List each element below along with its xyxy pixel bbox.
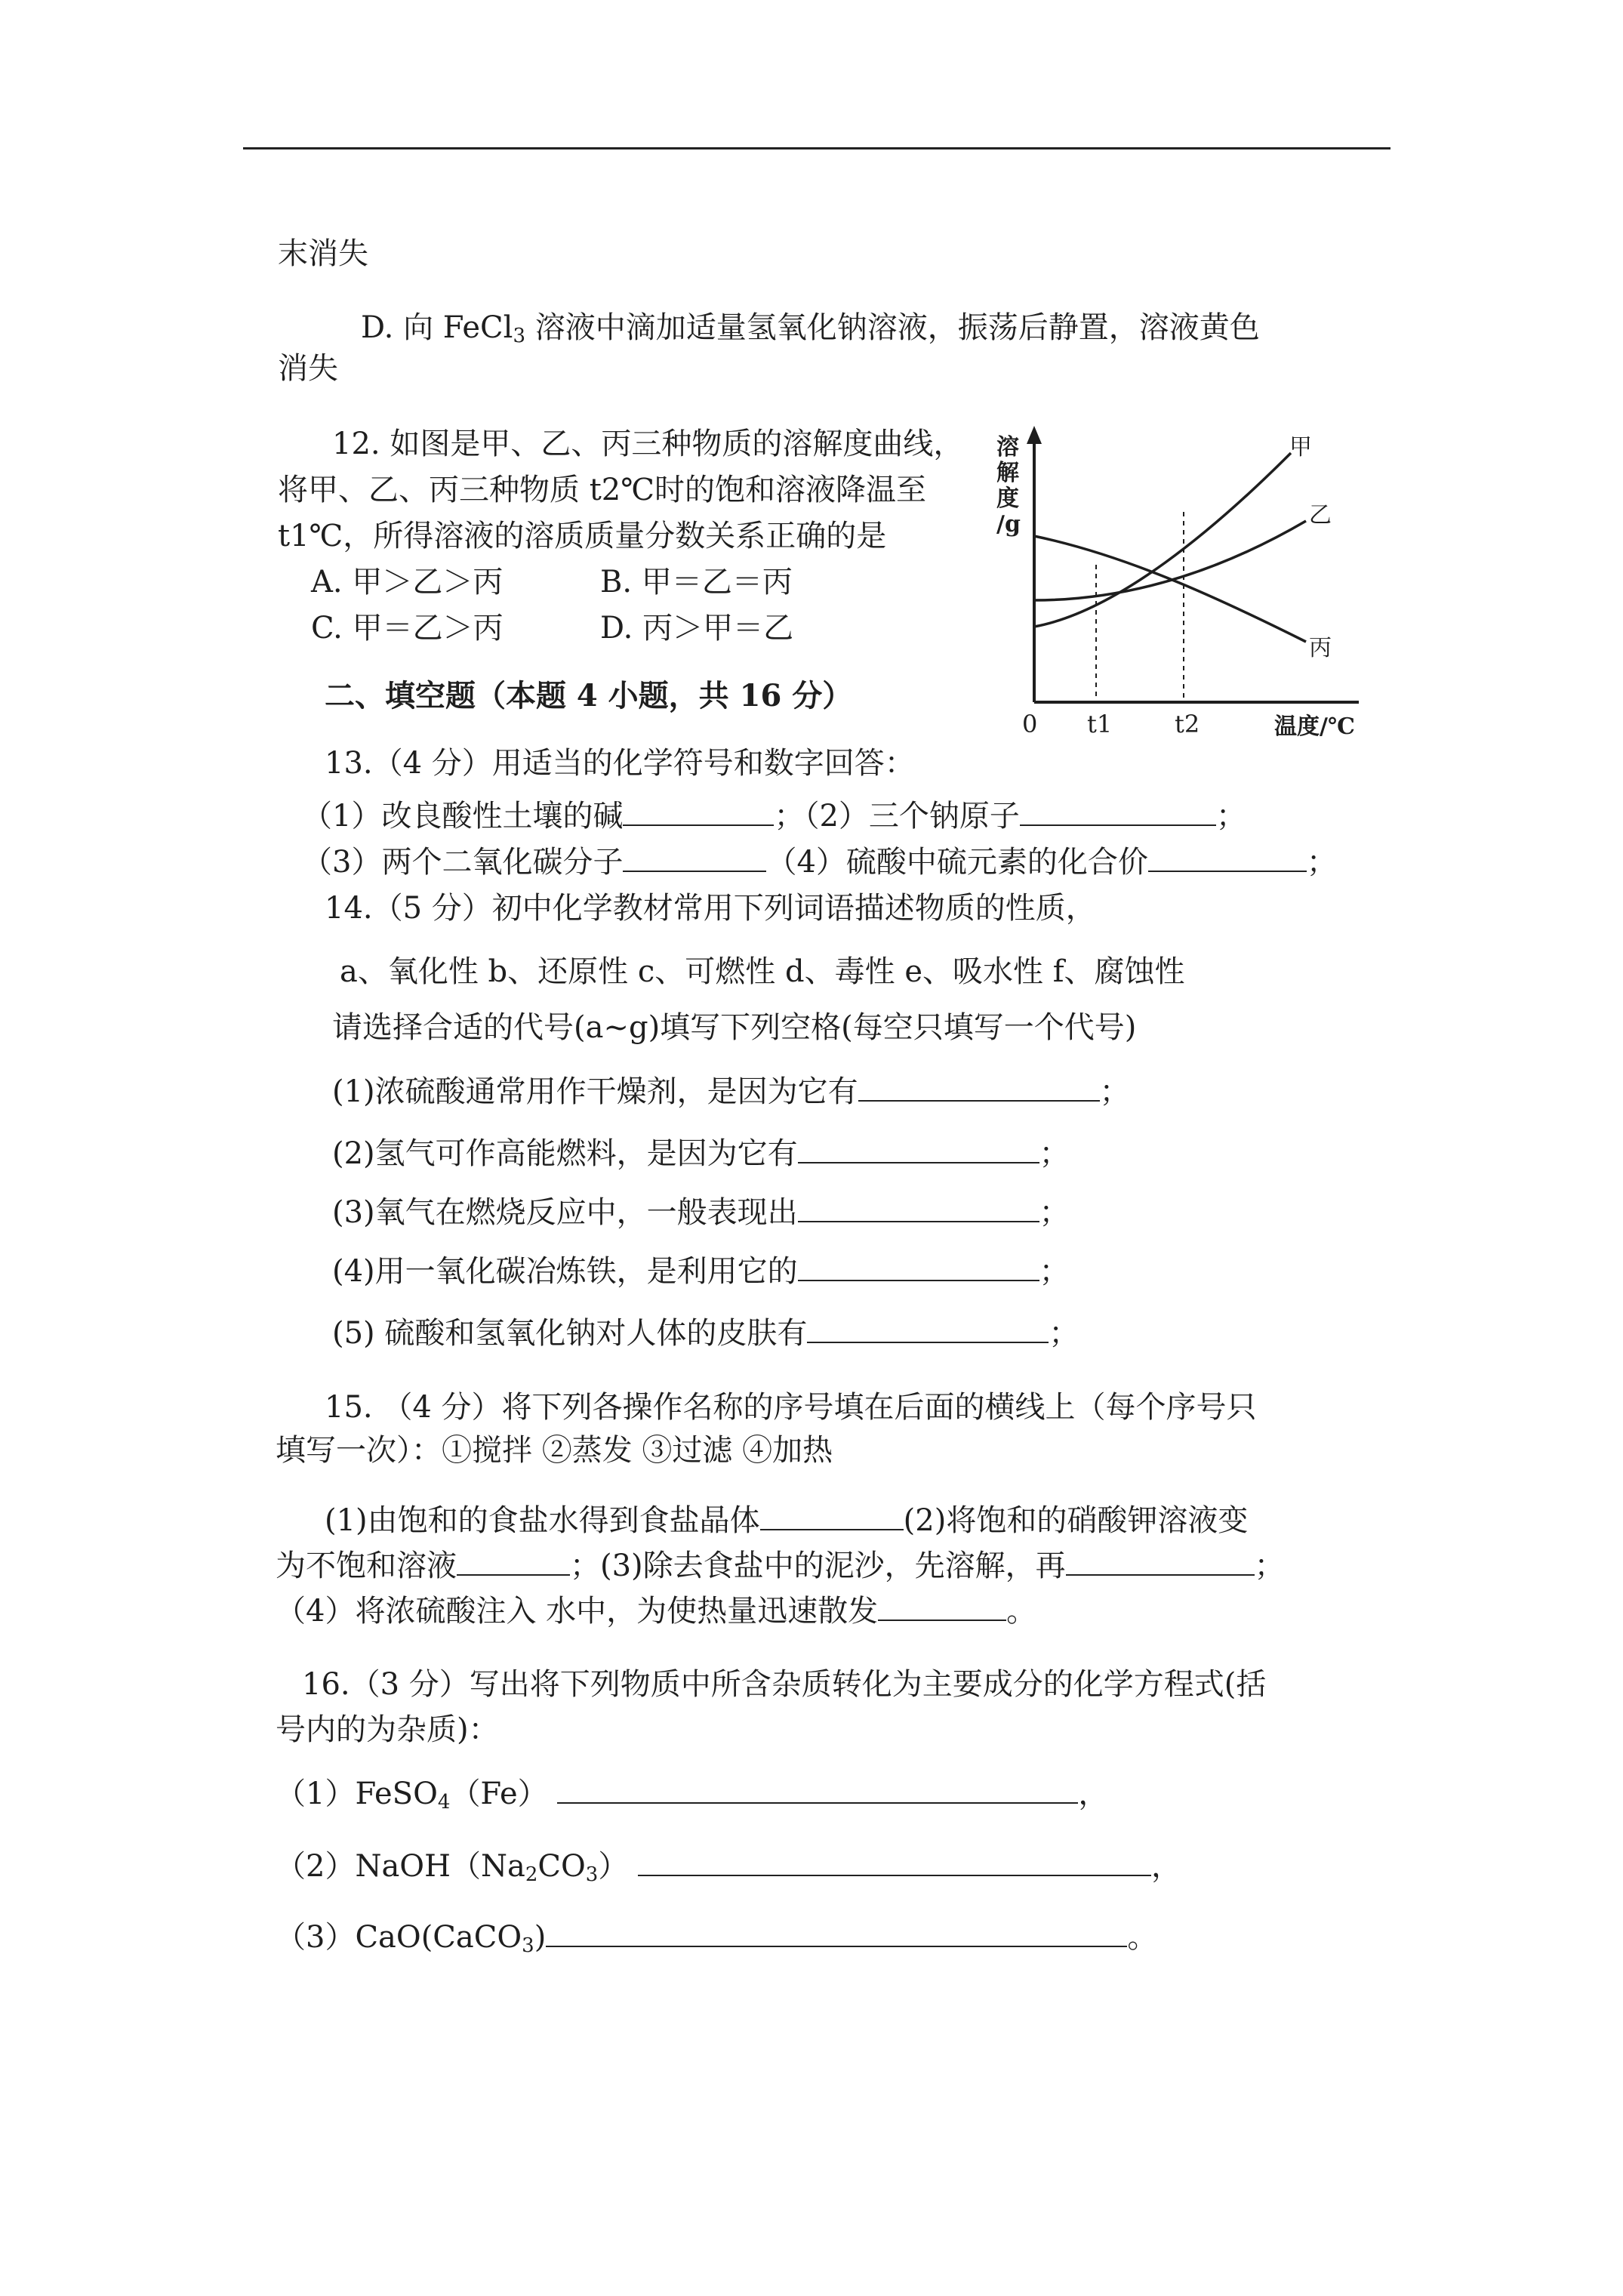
q16-stem-1: 16.（3 分）写出将下列物质中所含杂质转化为主要成分的化学方程式(括 [302,1667,1267,1702]
q12-option-d: D. 丙＞甲＝乙 [600,611,794,646]
curve-bing [1034,536,1306,642]
q16-item-1: （1）FeSO$_4$（Fe） ， [276,1777,1109,1814]
q12-option-a: A. 甲＞乙＞丙 [311,565,504,599]
x-tick-t2: t2 [1175,710,1200,738]
q11-option-d: D. 向 FeCl$_3$ 溶液中滴加适量氢氧化钠溶液，振荡后静置，溶液黄色 [361,310,1260,347]
answer-blank[interactable] [1148,845,1307,872]
answer-blank[interactable] [638,1849,1151,1876]
q12-option-b: B. 甲＝乙＝丙 [600,565,793,599]
answer-blank[interactable] [623,845,766,872]
answer-blank[interactable] [1020,799,1216,826]
svg-text:度: 度 [996,485,1019,512]
header-rule [243,147,1390,149]
q15-stem-2: 填写一次）：①搅拌 ②蒸发 ③过滤 ④加热 [276,1433,833,1468]
q14-instruction: 请选择合适的代号(a~g)填写下列空格(每空只填写一个代号) [332,1010,1137,1045]
answer-blank[interactable] [858,1074,1100,1102]
x-axis-label: 温度/℃ [1274,713,1355,740]
answer-blank[interactable] [878,1594,1006,1621]
q12-option-c: C. 甲＝乙＞丙 [311,611,504,646]
answer-blank[interactable] [623,799,774,826]
answer-blank[interactable] [798,1254,1039,1281]
q13-row-1: （1）改良酸性土壤的碱 ；（2）三个钠原子 ； [302,799,1246,834]
answer-blank[interactable] [798,1136,1039,1163]
answer-blank[interactable] [457,1549,570,1576]
svg-text:解: 解 [996,460,1019,486]
text-line: 消失 [278,351,338,386]
answer-blank[interactable] [557,1777,1078,1804]
q14-item-4: (4)用一氧化碳冶炼铁，是利用它的 ； [332,1254,1070,1289]
q16-item-2: $(2)NaOH(Na_2CO_3)$ ， [276,1849,1182,1886]
y-axis-arrow [1027,426,1042,444]
q12-stem-3: t1℃，所得溶液的溶质质量分数关系正确的是 [278,519,887,553]
q14-item-5: (5) 硫酸和氢氧化钠对人体的皮肤有 ； [332,1316,1079,1351]
curve-jia [1034,453,1291,627]
answer-blank[interactable] [807,1316,1049,1343]
x-tick-0: 0 [1022,710,1038,738]
q13-title: 13.（4 分）用适当的化学符号和数字回答： [325,746,915,781]
svg-text:/g: /g [996,511,1021,538]
q15-stem-1: 15. （4 分）将下列各操作名称的序号填在后面的横线上（每个序号只 [325,1390,1257,1425]
q14-options: a、氧化性 b、还原性 c、可燃性 d、毒性 e、吸水性 f、腐蚀性 [340,954,1185,989]
series-label-jia: 甲 [1289,434,1312,461]
section-2-heading: 二、填空题（本题 4 小题，共 16 分） [325,678,853,713]
q14-item-3: (3)氧气在燃烧反应中，一般表现出 ； [332,1195,1070,1230]
y-axis-label [996,434,1021,538]
q14-item-1: (1)浓硫酸通常用作干燥剂，是因为它有 ； [332,1074,1130,1109]
q14-item-2: (2)氢气可作高能燃料，是因为它有 ； [332,1136,1070,1171]
q13-row-2: （3）两个二氧化碳分子 （4）硫酸中硫元素的化合价 ； [302,845,1337,880]
svg-text:溶: 溶 [996,434,1019,461]
answer-blank[interactable] [798,1195,1039,1222]
text-line: 末消失 [278,236,368,271]
answer-blank[interactable] [546,1920,1127,1947]
q15-row-1: (1)由饱和的食盐水得到食盐晶体 (2)将饱和的硝酸钾溶液变 [325,1503,1249,1538]
q16-item-3: （3）CaO(CaCO$_3$) 。 [276,1920,1158,1957]
x-tick-t1: t1 [1087,710,1113,738]
answer-blank[interactable] [1066,1549,1255,1576]
q12-stem-1: 12. 如图是甲、乙、丙三种物质的溶解度曲线， [332,427,964,461]
series-label-yi: 乙 [1309,502,1332,529]
series-label-bing: 丙 [1309,635,1332,661]
q16-stem-2: 号内的为杂质)： [276,1712,499,1747]
q15-row-2: 为不饱和溶液 ；(3)除去食盐中的泥沙，先溶解，再 ； [276,1549,1285,1583]
q15-row-3: （4）将浓硫酸注入 水中，为使热量迅速散发 。 [276,1594,1037,1629]
solubility-chart [989,423,1381,740]
answer-blank[interactable] [760,1503,904,1530]
q12-stem-2: 将甲、乙、丙三种物质 t2℃时的饱和溶液降温至 [278,473,926,507]
q14-title: 14.（5 分）初中化学教材常用下列词语描述物质的性质， [325,891,1096,926]
